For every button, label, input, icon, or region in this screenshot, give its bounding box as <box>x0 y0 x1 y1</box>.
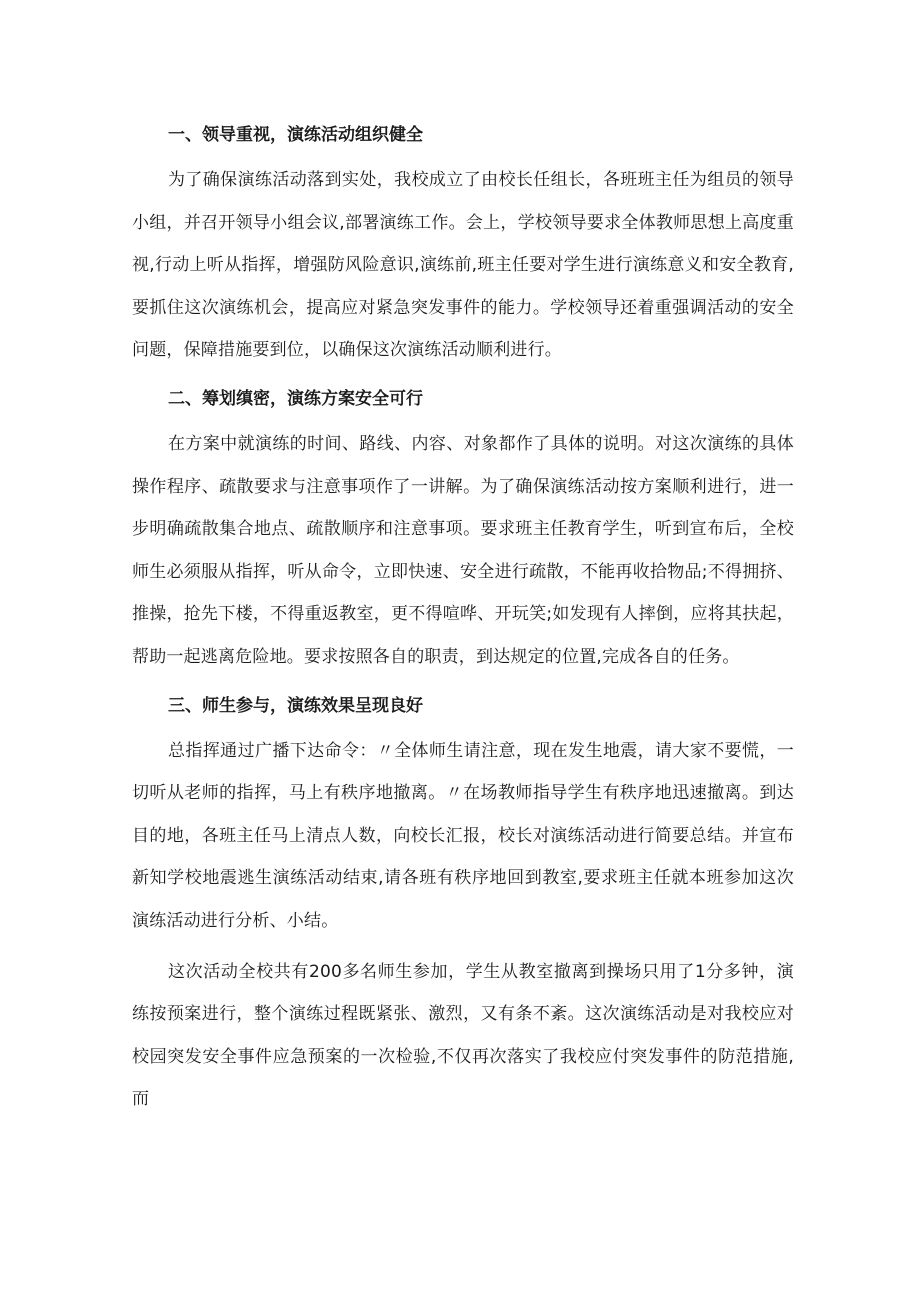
section-heading-1: 一、领导重视，演练活动组织健全 <box>168 125 423 145</box>
document-body <box>132 112 794 1125</box>
section-1-paragraph-1: 为了确保演练活动落到实处，我校成立了由校长任组长，各班班主任为组员的领导小组，并召开领导小组会议,部署演练工作。会上，学校领导要求全体教师思想上高度重视,行动上听从指挥，增强防风险意识,演练前,班主任要对学生进行演练意义和安全教育,要抓住这次演练机会，提高应对紧急突发事件的能力。学校领导还着重强调活动的安全问题，保障措施要到位，以确保这次演练活动顺利进行。 <box>132 170 794 361</box>
section-3-paragraph-2: 这次活动全校共有200多名师生参加，学生从教室撤离到操场只用了1分多钟，演练按预案进行，整个演练过程既紧张、激烈，又有条不紊。这次演练活动是对我校应对校园突发安全事件应急预案的一次检验,不仅再次落实了我校应付突发事件的防范措施,而 <box>132 961 794 1110</box>
section-heading-3: 三、师生参与，演练效果呈现良好 <box>168 695 423 716</box>
section-heading-2: 二、筹划缜密，演练方案安全可行 <box>168 388 423 409</box>
section-2-paragraph-1: 在方案中就演练的时间、路线、内容、对象都作了具体的说明。对这次演练的具体操作程序、疏散要求与注意事项作了一讲解。为了确保演练活动按方案顺利进行，进一步明确疏散集合地点、疏散顺序和注意事项。要求班主任教育学生，听到宣布后，全校师生必须服从指挥，听从命令，立即快速、安全进行疏散，不能再收拾物品;不得拥挤、推操，抢先下楼，不得重返教室，更不得喧哗、开玩笑;如发现有人摔倒，应将其扶起，帮助一起逃离危险地。要求按照各自的职责，到达规定的位置,完成各自的任务。 <box>132 433 794 667</box>
section-3-paragraph-1: 总指挥通过广播下达命令：〃全体师生请注意，现在发生地震，请大家不要慌，一切听从老师的指挥，马上有秩序地撤离。〃在场教师指导学生有秩序地迅速撤离。到达目的地，各班主任马上清点人数，向校长汇报，校长对演练活动进行简要总结。并宣布新知学校地震逃生演练活动结束,请各班有秩序地回到教室,要求班主任就本班参加这次演练活动进行分析、小结。 <box>132 740 794 931</box>
